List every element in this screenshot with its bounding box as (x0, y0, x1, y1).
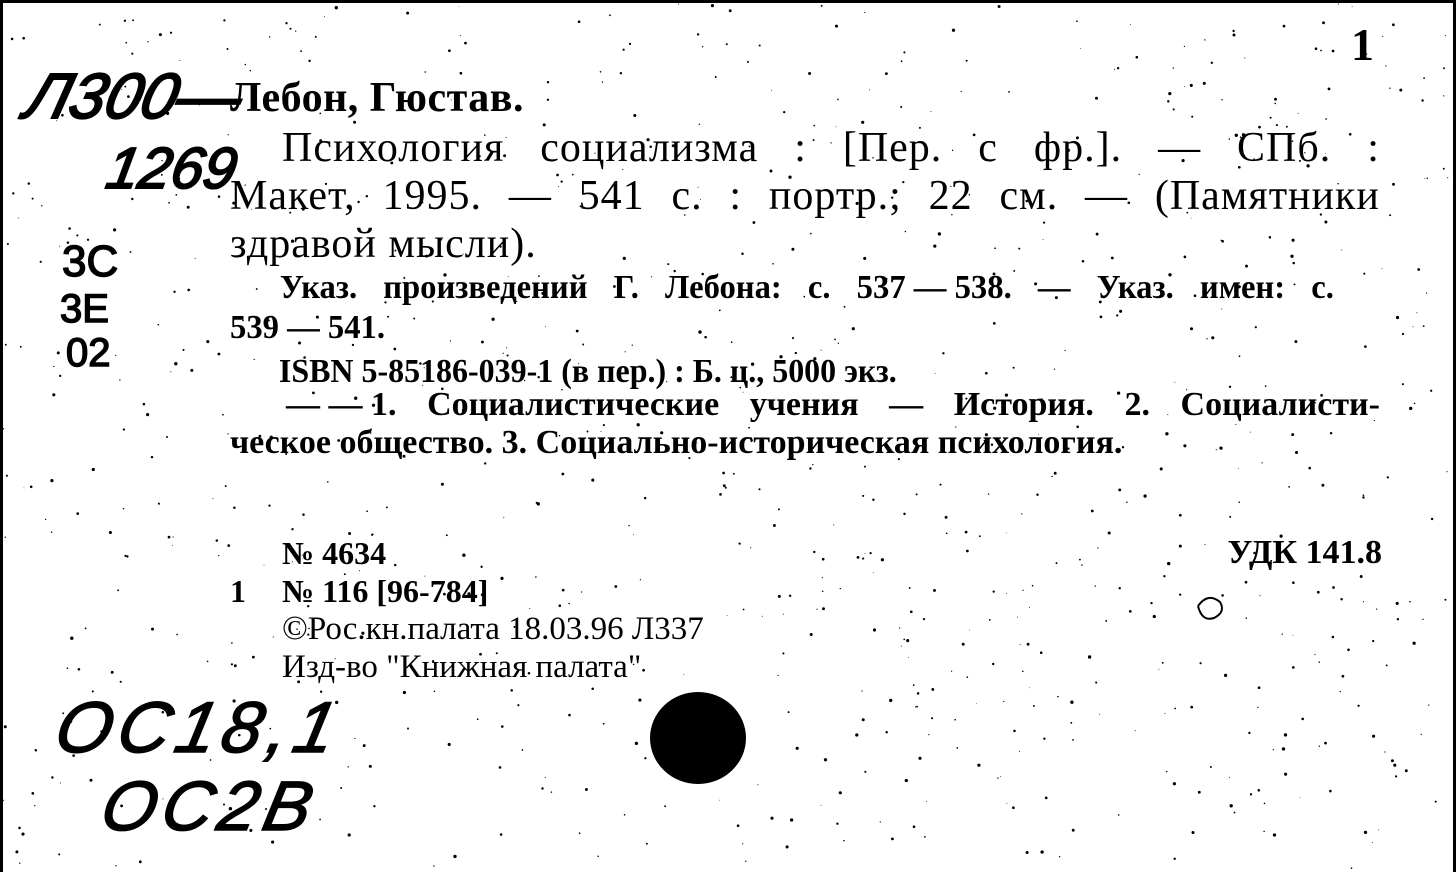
word: [Пер. (842, 125, 943, 171)
handwritten-mark-2: 3Е (60, 287, 109, 331)
copy-count: 1 (230, 573, 246, 609)
word: портр.; (768, 173, 902, 219)
word: учения (749, 386, 859, 423)
word: 541 (578, 173, 645, 219)
handwritten-bottom-line-1-text: ОС18,1 (48, 687, 350, 768)
word: см. (999, 173, 1059, 219)
udk-code: УДК 141.8 (1227, 534, 1382, 571)
author-heading: Лебон, Гюстав. (230, 75, 524, 121)
word: (Памятники (1154, 173, 1380, 219)
word: 1995. (382, 173, 482, 219)
word: 2. (1124, 386, 1150, 423)
word: : (729, 173, 743, 219)
word: — (508, 173, 552, 219)
word: 537 — 538. (856, 269, 1012, 306)
word: 22 (928, 173, 973, 219)
word: Макет, (230, 173, 356, 219)
word: с (978, 125, 998, 171)
card-number: 1 (1351, 19, 1374, 70)
word: с. (807, 269, 831, 306)
subject-line-2: ческое общество. 3. Социально-историческая психология. (230, 424, 1123, 461)
word: имен: (1199, 269, 1286, 306)
word: Г. (613, 269, 639, 306)
word: Социалистические (427, 386, 720, 423)
word: — (889, 386, 924, 423)
word: 539 — 541. (230, 309, 386, 346)
handwritten-bottom-line-2-text: ОС2В (94, 766, 327, 845)
handwritten-shelfmark-bottom-text: 1269 (101, 136, 243, 201)
handwritten-shelfmark-top (15, 60, 252, 132)
word: с. (1311, 269, 1334, 306)
word: Психология (282, 125, 505, 171)
handwritten-bottom-line-1 (49, 688, 350, 768)
isbn-line: ISBN 5-85186-039-1 (в пер.) : Б. ц., 5000 экз. (278, 353, 897, 390)
card-order-number: № 116 [96-784] (282, 573, 489, 609)
small-scribble-mark (1198, 598, 1222, 619)
word: социализма (540, 125, 759, 171)
word: — (1037, 269, 1071, 306)
handwritten-mark-3: 02 (66, 331, 111, 375)
publisher-line: Изд-во "Книжная палата" (282, 649, 642, 685)
word: Лебона: (665, 269, 782, 306)
word: с. (671, 173, 703, 219)
word: фр.]. (1033, 125, 1123, 171)
copyright-symbol: © (282, 610, 308, 647)
punch-hole (650, 692, 746, 784)
handwritten-bottom-line-2 (95, 767, 326, 845)
copyright-text: Рос.кн.палата 18.03.96 Л337 (307, 611, 704, 647)
word: здравой мысли). (230, 221, 537, 267)
word: : (1367, 125, 1380, 171)
word: произведений (383, 269, 588, 306)
handwritten-shelfmark-bottom (102, 136, 242, 201)
word: — (1158, 125, 1202, 171)
word: Социалисти- (1180, 386, 1380, 423)
handwritten-mark-1: 3С (62, 237, 119, 286)
word: — — 1. (286, 386, 397, 423)
word: : (794, 125, 807, 171)
word: История. (953, 386, 1094, 423)
word: Указ. (279, 269, 358, 306)
word: СПб. (1237, 125, 1332, 171)
word: — (1085, 173, 1129, 219)
handwritten-shelfmark-top-text: Л300— (18, 59, 252, 132)
card-serial-number: № 4634 (282, 535, 387, 571)
word: Указ. (1096, 269, 1174, 306)
